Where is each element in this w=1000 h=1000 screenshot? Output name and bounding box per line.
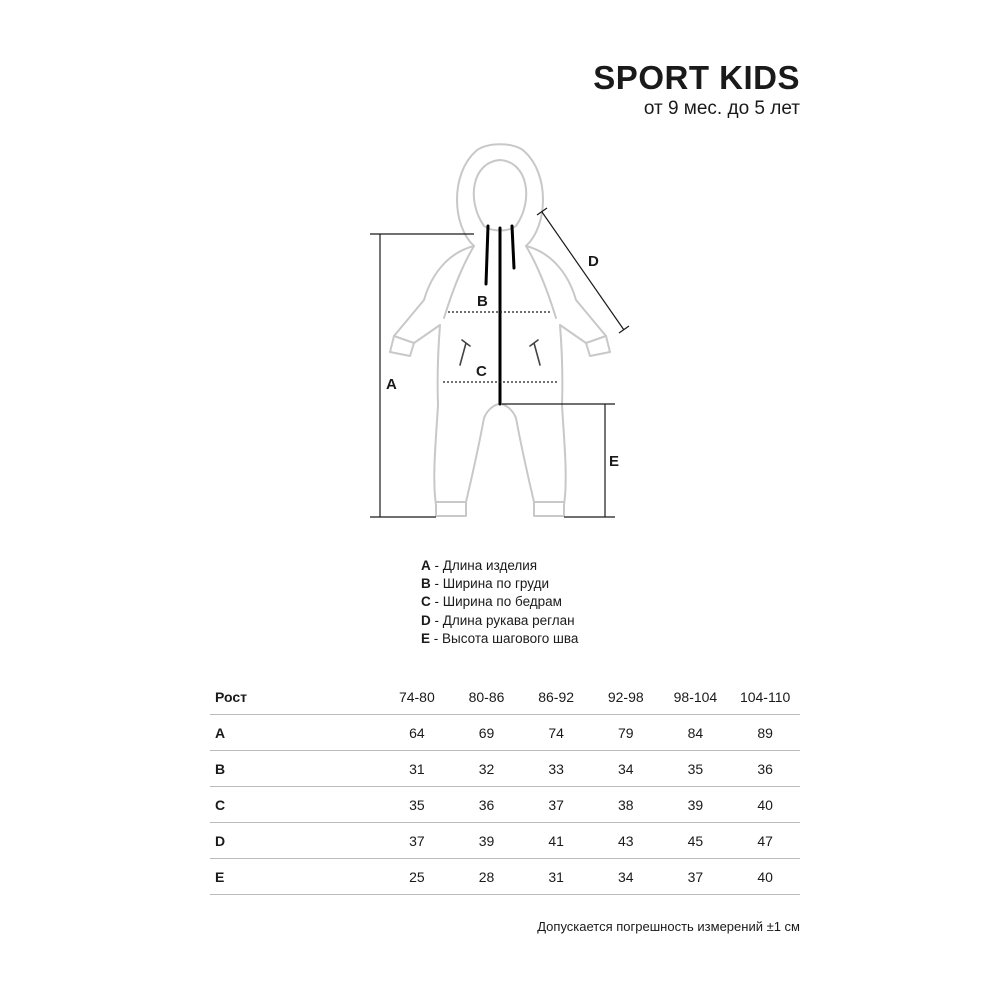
row-label: E <box>210 859 382 895</box>
table-cell: 32 <box>452 751 522 787</box>
table-cell: 84 <box>661 715 731 751</box>
table-cell: 36 <box>452 787 522 823</box>
size-column-header: 80-86 <box>452 679 522 715</box>
legend-item <box>421 575 578 593</box>
legend-text: - Длина рукава реглан <box>430 612 575 628</box>
row-label: C <box>210 787 382 823</box>
measurement-legend <box>421 557 578 648</box>
table-row <box>210 787 800 823</box>
legend-text: - Ширина по бедрам <box>430 594 562 610</box>
table-cell: 79 <box>591 715 661 751</box>
measure-label-c: C <box>476 363 487 380</box>
legend-item <box>421 612 578 630</box>
measure-label-e: E <box>609 453 620 470</box>
pocket-right <box>530 340 540 365</box>
table-cell: 36 <box>730 751 800 787</box>
header-label: Рост <box>210 679 382 715</box>
table-row <box>210 823 800 859</box>
table-cell: 89 <box>730 715 800 751</box>
legend-item <box>421 557 578 575</box>
measure-label-a: A <box>386 376 397 393</box>
brand-subtitle: от 9 мес. до 5 лет <box>643 98 800 119</box>
legend-key: C <box>421 594 431 610</box>
pocket-left <box>460 340 470 365</box>
table-cell: 40 <box>730 859 800 895</box>
size-column-header: 74-80 <box>382 679 452 715</box>
table-cell: 37 <box>382 823 452 859</box>
size-column-header: 104-110 <box>730 679 800 715</box>
table-cell: 31 <box>382 751 452 787</box>
table-cell: 37 <box>661 859 731 895</box>
row-label: A <box>210 715 382 751</box>
table-header-row <box>210 679 800 715</box>
legend-text: - Ширина по груди <box>430 576 549 592</box>
table-row <box>210 751 800 787</box>
table-cell: 28 <box>452 859 522 895</box>
size-column-header: 98-104 <box>661 679 731 715</box>
legend-text: - Длина изделия <box>430 558 538 573</box>
table-cell: 33 <box>521 751 591 787</box>
size-column-header: 92-98 <box>591 679 661 715</box>
measure-label-d: D <box>588 253 599 270</box>
drawstring-right <box>512 226 514 268</box>
cuff-left <box>394 336 414 343</box>
table-cell: 41 <box>521 823 591 859</box>
brand-title: SPORT KIDS <box>593 59 800 96</box>
table-cell: 69 <box>452 715 522 751</box>
legend-key: E <box>421 630 431 646</box>
raglan-seam-left <box>444 246 474 318</box>
table-cell: 47 <box>730 823 800 859</box>
table-cell: 64 <box>382 715 452 751</box>
legend-text: - Высота шагового шва <box>430 630 579 646</box>
size-table <box>210 679 800 895</box>
table-cell: 45 <box>661 823 731 859</box>
legend-key: A <box>421 558 431 573</box>
table-cell: 39 <box>452 823 522 859</box>
measure-d-tick-bottom <box>619 326 629 333</box>
table-row <box>210 715 800 751</box>
table-cell: 39 <box>661 787 731 823</box>
legend-item <box>421 630 578 648</box>
size-column-header: 86-92 <box>521 679 591 715</box>
table-cell: 31 <box>521 859 591 895</box>
zipper-and-drawstrings <box>486 226 514 404</box>
table-cell: 43 <box>591 823 661 859</box>
legend-key: D <box>421 612 431 628</box>
table-cell: 35 <box>382 787 452 823</box>
legend-item <box>421 593 578 611</box>
table-cell: 35 <box>661 751 731 787</box>
table-cell: 37 <box>521 787 591 823</box>
table-cell: 25 <box>382 859 452 895</box>
tolerance-note: Допускается погрешность измерений ±1 см <box>537 919 800 934</box>
drawstring-left <box>486 226 488 284</box>
legend-key: B <box>421 576 431 592</box>
measure-label-b: B <box>477 293 488 310</box>
cuff-right <box>586 336 606 343</box>
row-label: B <box>210 751 382 787</box>
table-cell: 34 <box>591 859 661 895</box>
row-label: D <box>210 823 382 859</box>
raglan-seam-right <box>526 246 556 318</box>
table-cell: 74 <box>521 715 591 751</box>
hood-opening <box>474 160 526 231</box>
table-cell: 34 <box>591 751 661 787</box>
table-cell: 40 <box>730 787 800 823</box>
table-row <box>210 859 800 895</box>
table-cell: 38 <box>591 787 661 823</box>
